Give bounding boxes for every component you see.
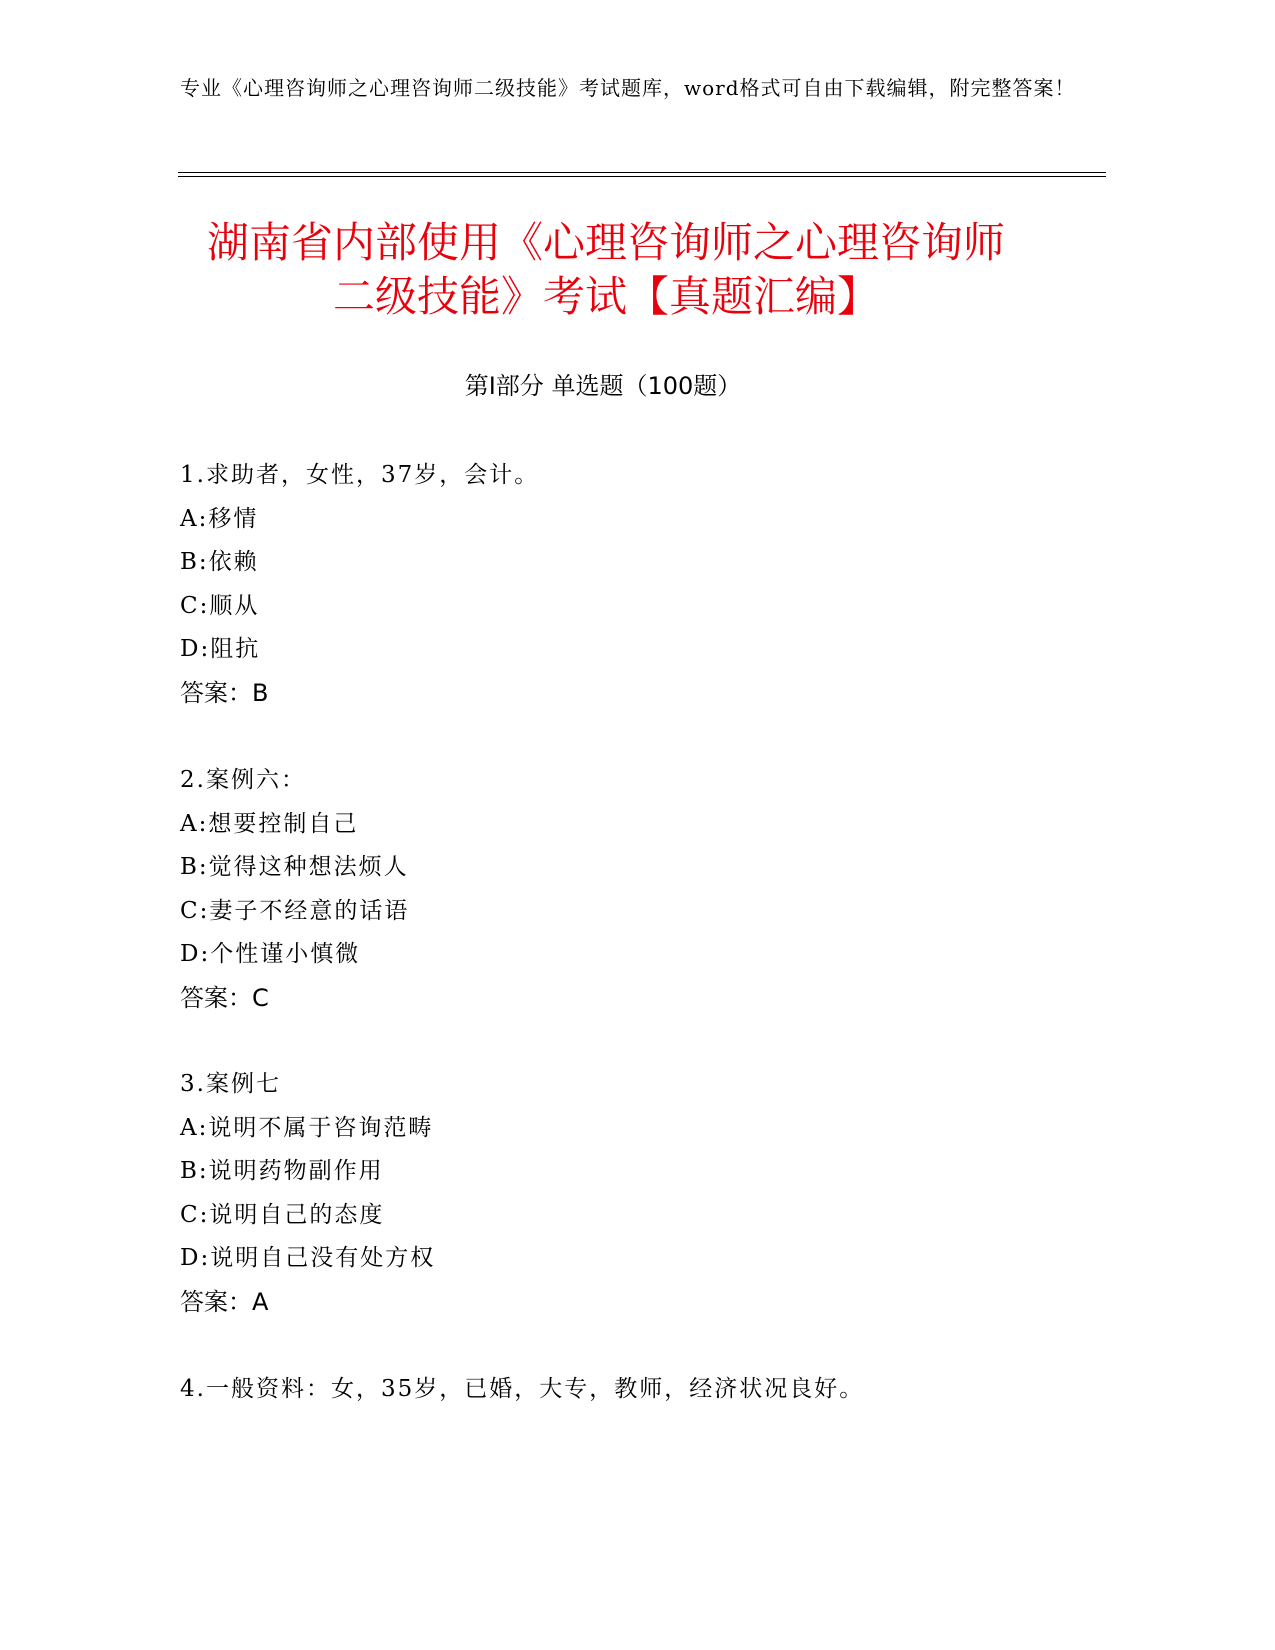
option-d: D:个性谨小慎微 <box>180 941 361 967</box>
question-stem: 1.求助者，女性，37岁，会计。 <box>180 462 540 488</box>
option-a: A:说明不属于咨询范畴 <box>180 1114 434 1141</box>
title-line-1: 湖南省内部使用《心理咨询师之心理咨询师 <box>206 218 1005 267</box>
question-1 <box>180 454 1080 715</box>
question-stem: 4.一般资料：女，35岁，已婚，大专，教师，经济状况良好。 <box>180 1376 865 1402</box>
answer-line: 答案：C <box>180 983 269 1012</box>
option-c: C:说明自己的态度 <box>180 1201 385 1228</box>
option-b: B:依赖 <box>180 549 259 575</box>
answer-line: 答案：B <box>180 678 269 707</box>
option-d: D:阻抗 <box>180 636 261 662</box>
question-stem: 2.案例六： <box>180 767 306 793</box>
answer-line: 答案：A <box>180 1287 269 1316</box>
header-divider-top <box>178 172 1106 173</box>
option-b: B:说明药物副作用 <box>180 1158 384 1184</box>
header-divider-bottom <box>178 176 1106 177</box>
option-a: A:想要控制自己 <box>180 810 359 837</box>
title-line-2: 二级技能》考试【真题汇编】 <box>332 272 879 321</box>
header-note: 专业《心理咨询师之心理咨询师二级技能》考试题库，word格式可自由下载编辑，附完整答案！ <box>180 76 1076 100</box>
question-3 <box>180 1063 1080 1324</box>
option-c: C:顺从 <box>180 592 260 619</box>
option-c: C:妻子不经意的话语 <box>180 897 410 924</box>
section-heading: 第Ⅰ部分 单选题（100题） <box>464 372 742 400</box>
document-title <box>150 216 1062 324</box>
option-a: A:移情 <box>180 505 259 532</box>
option-d: D:说明自己没有处方权 <box>180 1245 436 1271</box>
question-2 <box>180 759 1080 1020</box>
question-4 <box>180 1368 1080 1412</box>
option-b: B:觉得这种想法烦人 <box>180 854 409 880</box>
question-stem: 3.案例七 <box>180 1071 281 1097</box>
